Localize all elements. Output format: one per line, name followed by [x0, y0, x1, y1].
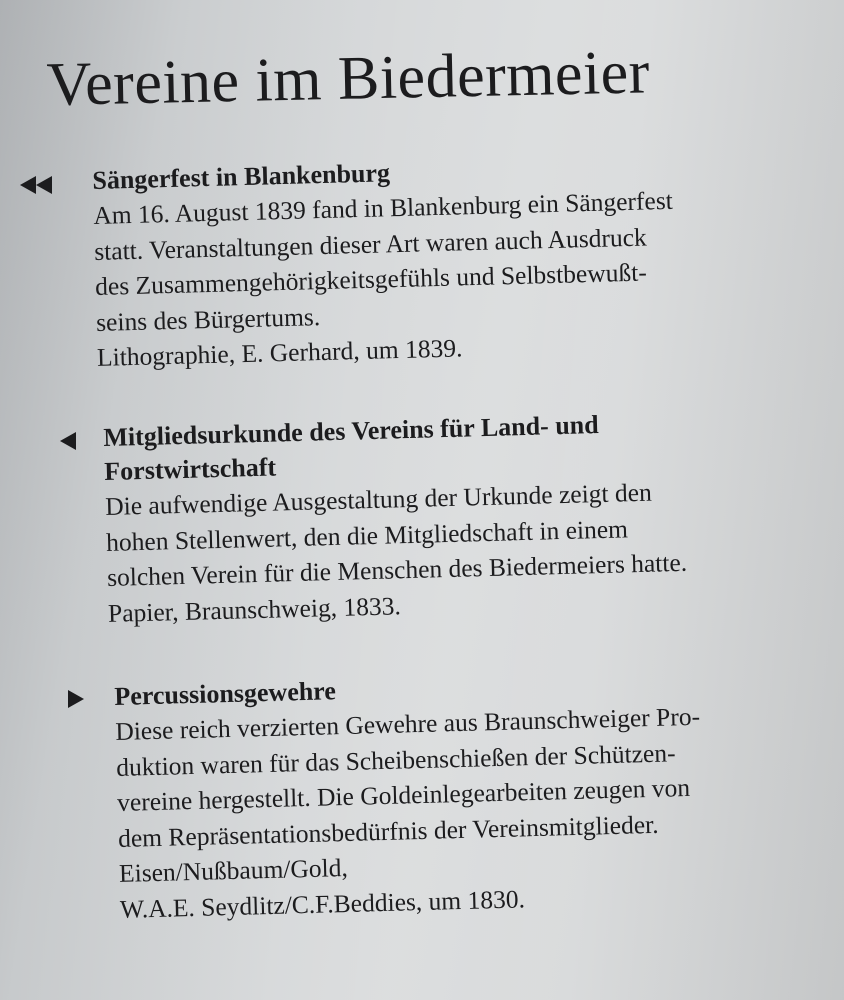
section-text-line: statt. Veranstaltungen dieser Art waren auch Ausdruck	[93, 222, 648, 266]
section-caption: Lithographie, E. Gerhard, um 1839.	[96, 333, 463, 372]
section-heading: Percussionsgewehre	[114, 676, 337, 711]
section-text-line: Die aufwendige Ausgestaltung der Urkunde zeigt den	[104, 477, 653, 521]
section-text-line: des Zusammengehörigkeitsgefühls und Selbstbewußt-	[94, 257, 648, 301]
section-text-line: dem Repräsentationsbedürfnis der Vereinsmitglieder.	[117, 809, 659, 853]
section-mitgliedsurkunde	[103, 401, 844, 631]
section-heading: Forstwirtschaft	[103, 452, 277, 486]
section-caption: W.A.E. Seydlitz/C.F.Beddies, um 1830.	[119, 883, 526, 924]
section-text-line: vereine hergestellt. Die Goldeinlegearbeiten zeugen von	[116, 772, 691, 817]
section-text-line: Diese reich verzierten Gewehre aus Braunschweiger Pro-	[114, 701, 701, 746]
section-text-line: solchen Verein für die Menschen des Biedermeiers hatte.	[106, 547, 688, 592]
section-heading: Mitgliedsurkunde des Vereins für Land- und	[103, 410, 600, 452]
right-arrow-icon	[68, 690, 84, 708]
section-text-line: seins des Bürgertums.	[95, 301, 321, 337]
double-left-arrow-icon	[20, 176, 52, 194]
section-caption: Papier, Braunschweig, 1833.	[107, 590, 402, 628]
section-text-line: hohen Stellenwert, den die Mitgliedschaft in einem	[105, 513, 629, 557]
section-text-line: Am 16. August 1839 fand in Blankenburg ein Sängerfest	[92, 185, 674, 230]
section-caption: Eisen/Nußbaum/Gold,	[118, 852, 349, 888]
section-saengerfest	[92, 144, 844, 375]
section-percussionsgewehre	[114, 660, 844, 927]
page-title: Vereine im Biedermeier	[46, 38, 651, 119]
section-heading: Sängerfest in Blankenburg	[92, 158, 391, 195]
left-arrow-icon	[60, 432, 76, 450]
section-text-line: duktion waren für das Scheibenschießen der Schützen-	[115, 737, 676, 782]
